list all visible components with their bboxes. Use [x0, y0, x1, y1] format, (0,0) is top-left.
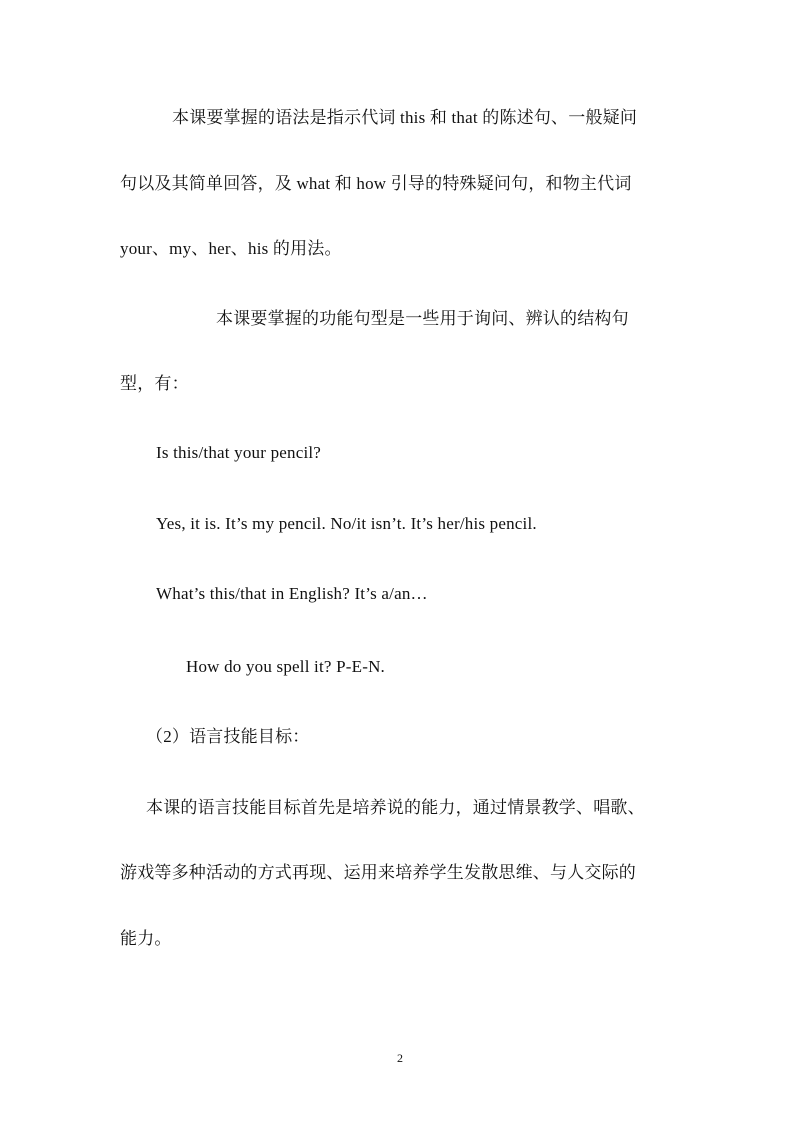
sentence-pattern-1: Is this/that your pencil?	[156, 443, 322, 462]
function-paragraph-line-1: 本课要掌握的功能句型是一些用于询问、辨认的结构句	[216, 309, 629, 328]
skills-paragraph-line-1: 本课的语言技能目标首先是培养说的能力，通过情景教学、唱歌、	[146, 798, 645, 817]
grammar-paragraph-line-1: 本课要掌握的语法是指示代词 this 和 that 的陈述句、一般疑问	[172, 108, 638, 127]
sentence-pattern-3: What’s this/that in English? It’s a/an…	[156, 584, 428, 603]
grammar-paragraph-line-2: 句以及其简单回答，及 what 和 how 引导的特殊疑问句，和物主代词	[120, 174, 632, 193]
page-number: 2	[397, 1051, 403, 1065]
grammar-paragraph-line-3: your、my、her、his 的用法。	[120, 239, 342, 258]
skills-paragraph-line-2: 游戏等多种活动的方式再现、运用来培养学生发散思维、与人交际的	[120, 863, 636, 882]
sentence-pattern-2: Yes, it is. It’s my pencil. No/it isn’t. It’s her/his pencil.	[156, 514, 537, 533]
section-heading: （2）语言技能目标：	[146, 727, 310, 746]
sentence-pattern-4: How do you spell it? P-E-N.	[186, 657, 385, 676]
function-paragraph-line-2: 型，有：	[120, 374, 189, 393]
skills-paragraph-line-3: 能力。	[120, 929, 172, 948]
